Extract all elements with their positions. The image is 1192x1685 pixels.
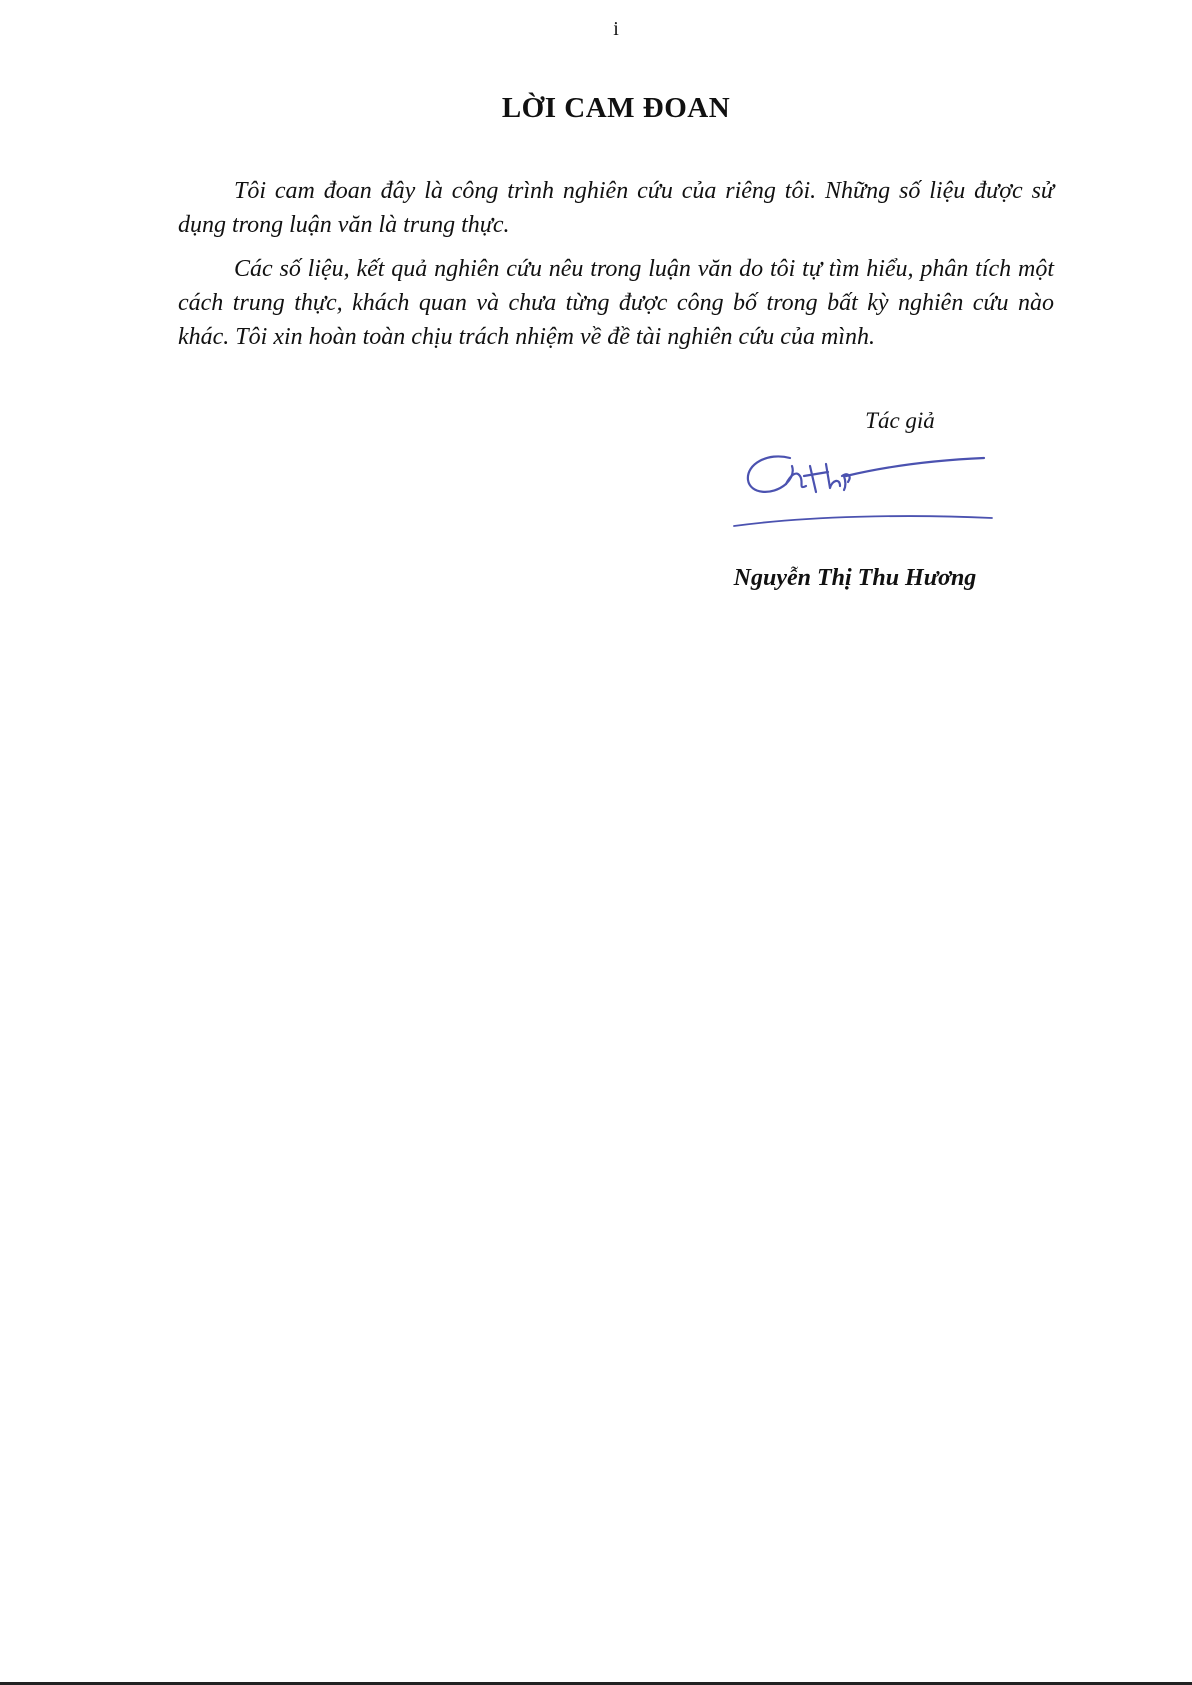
page-title: LỜI CAM ĐOAN <box>501 92 731 124</box>
declaration-body <box>178 174 1054 364</box>
declaration-paragraph: Các số liệu, kết quả nghiên cứu nêu trong luận văn do tôi tự tìm hiểu, phân tích một cách trung thực, khách quan và chưa từng được công bố trong bất kỳ nghiên cứu nào khác. Tôi xin hoàn toàn chịu trách nhiệm về đề tài nghiên cứu của mình. <box>178 256 1054 350</box>
author-label: Tác giả <box>865 408 935 433</box>
page-number: i <box>613 18 619 40</box>
signature-icon <box>728 446 1000 546</box>
declaration-paragraph: Tôi cam đoan đây là công trình nghiên cứu của riêng tôi. Những số liệu được sử dụng trong luận văn là trung thực. <box>178 178 1054 238</box>
author-name: Nguyễn Thị Thu Hương <box>733 565 977 591</box>
